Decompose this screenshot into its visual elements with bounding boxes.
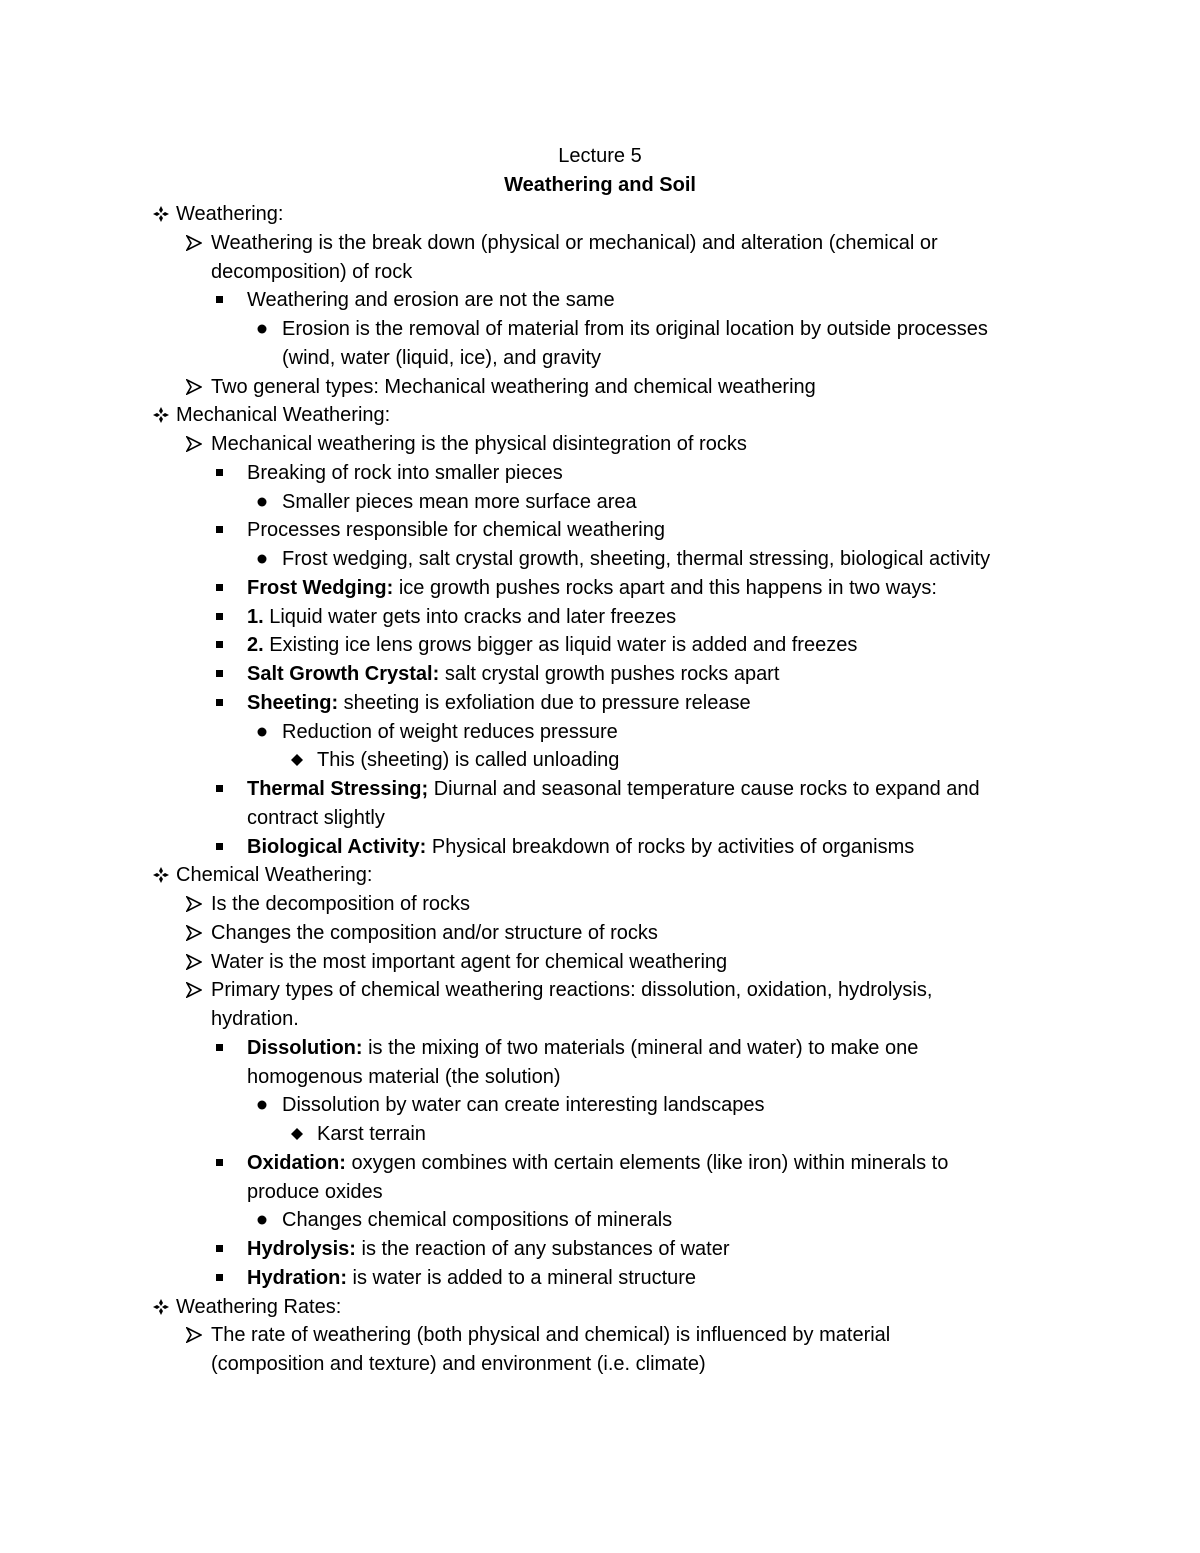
- square-bullet-icon: [216, 469, 224, 477]
- list-item: [247, 660, 779, 689]
- term-label: Frost Wedging:: [247, 576, 394, 599]
- list-item: [211, 1321, 890, 1350]
- list-item: [176, 401, 390, 430]
- square-bullet-icon: [216, 843, 224, 851]
- square-bullet-icon: [216, 1044, 224, 1052]
- list-item: [282, 545, 990, 574]
- term-label: Dissolution:: [247, 1036, 363, 1059]
- list-item: [247, 1235, 729, 1264]
- item-text: hydration.: [211, 1008, 299, 1030]
- round-bullet-icon: [257, 1215, 267, 1225]
- item-text: Diurnal and seasonal temperature cause rocks to expand and: [428, 778, 980, 800]
- diamond-bullet-icon: [291, 754, 303, 766]
- list-item: [247, 631, 857, 660]
- list-item: [211, 976, 932, 1005]
- term-label: 2.: [247, 634, 264, 657]
- list-item: [247, 1264, 696, 1293]
- four-diamond-bullet-icon: [152, 1298, 170, 1316]
- term-label: Salt Growth Crystal:: [247, 663, 440, 685]
- item-text: ice growth pushes rocks apart and this happens in two ways:: [393, 576, 937, 599]
- term-label: Hydrolysis:: [247, 1238, 356, 1260]
- lecture-number: Lecture 5: [558, 145, 642, 167]
- item-text: produce oxides: [247, 1180, 383, 1203]
- item-text: homogenous material (the solution): [247, 1065, 561, 1088]
- list-item: [282, 488, 637, 517]
- square-bullet-icon: [216, 1274, 224, 1282]
- item-text: Physical breakdown of rocks by activities of organisms: [426, 835, 915, 858]
- four-diamond-bullet-icon: [152, 406, 170, 424]
- list-item: [211, 229, 938, 258]
- list-item: [247, 516, 665, 545]
- term-label: Thermal Stressing;: [247, 778, 429, 800]
- diamond-bullet-icon: [291, 1128, 303, 1140]
- list-item: [247, 689, 751, 718]
- list-item: [247, 286, 615, 315]
- lecture-title: Weathering and Soil: [504, 174, 696, 196]
- item-text: Liquid water gets into cracks and later freezes: [263, 605, 677, 628]
- item-text: contract slightly: [247, 806, 385, 829]
- item-text: Existing ice lens grows bigger as liquid water is added and freezes: [263, 634, 858, 657]
- term-label: Hydration:: [247, 1266, 347, 1289]
- item-text: (wind, water (liquid, ice), and gravity: [282, 346, 602, 369]
- list-item: [211, 1350, 706, 1379]
- item-text: is the reaction of any substances of water: [355, 1238, 730, 1260]
- square-bullet-icon: [216, 699, 224, 707]
- item-text: Dissolution by water can create interesting landscapes: [282, 1094, 765, 1117]
- item-text: Karst terrain: [317, 1123, 426, 1145]
- list-item: [211, 1005, 299, 1034]
- item-text: is the mixing of two materials (mineral and water) to make one: [362, 1036, 919, 1059]
- arrowhead-bullet-icon: [186, 436, 202, 452]
- arrowhead-bullet-icon: [186, 954, 202, 970]
- item-text: Weathering:: [176, 203, 284, 225]
- item-text: decomposition) of rock: [211, 260, 413, 283]
- item-text: Breaking of rock into smaller pieces: [247, 461, 563, 484]
- list-item: [247, 1034, 918, 1063]
- list-item: [247, 459, 563, 488]
- round-bullet-icon: [257, 727, 267, 737]
- item-text: Is the decomposition of rocks: [211, 893, 471, 915]
- list-item: [211, 890, 470, 919]
- list-item: [247, 833, 914, 862]
- list-item: [282, 1091, 764, 1120]
- list-item: [247, 574, 937, 603]
- item-text: Weathering is the break down (physical or mechanical) and alteration (chemical or: [211, 231, 938, 254]
- item-text: The rate of weathering (both physical and chemical) is influenced by material: [211, 1324, 891, 1347]
- list-item: [247, 1178, 383, 1207]
- item-text: Two general types: Mechanical weathering and chemical weathering: [211, 375, 816, 398]
- arrowhead-bullet-icon: [186, 379, 202, 395]
- list-item: [211, 948, 727, 977]
- arrowhead-bullet-icon: [186, 235, 202, 251]
- item-text: Weathering and erosion are not the same: [247, 289, 615, 312]
- item-text: Smaller pieces mean more surface area: [282, 490, 637, 513]
- item-text: This (sheeting) is called unloading: [317, 749, 620, 772]
- round-bullet-icon: [257, 1100, 267, 1110]
- list-item: [247, 804, 385, 833]
- item-text: Frost wedging, salt crystal growth, sheeting, thermal stressing, biological activity: [282, 548, 991, 570]
- item-text: sheeting is exfoliation due to pressure release: [338, 691, 751, 714]
- list-item: [211, 373, 816, 402]
- square-bullet-icon: [216, 526, 224, 534]
- item-text: (composition and texture) and environment (i.e. climate): [211, 1353, 706, 1375]
- round-bullet-icon: [257, 497, 267, 507]
- item-text: Weathering Rates:: [176, 1295, 342, 1318]
- round-bullet-icon: [257, 324, 267, 334]
- list-item: [247, 603, 676, 632]
- arrowhead-bullet-icon: [186, 896, 202, 912]
- term-label: 1.: [247, 605, 264, 628]
- list-item: [176, 200, 283, 229]
- list-item: [247, 1063, 561, 1092]
- arrowhead-bullet-icon: [186, 925, 202, 941]
- list-item: [282, 718, 618, 747]
- item-text: Erosion is the removal of material from its original location by outside processes: [282, 318, 988, 340]
- square-bullet-icon: [216, 296, 224, 304]
- list-item: [282, 1206, 672, 1235]
- square-bullet-icon: [216, 613, 224, 621]
- item-text: oxygen combines with certain elements (like iron) within minerals to: [345, 1151, 949, 1174]
- four-diamond-bullet-icon: [152, 866, 170, 884]
- item-text: Primary types of chemical weathering reactions: dissolution, oxidation, hydrolysis,: [211, 979, 933, 1002]
- square-bullet-icon: [216, 1159, 224, 1167]
- term-label: Sheeting:: [247, 691, 339, 714]
- item-text: Mechanical Weathering:: [176, 404, 391, 427]
- square-bullet-icon: [216, 670, 224, 678]
- item-text: salt crystal growth pushes rocks apart: [439, 663, 780, 685]
- list-item: [211, 919, 658, 948]
- term-label: Oxidation:: [247, 1151, 346, 1174]
- item-text: Mechanical weathering is the physical disintegration of rocks: [211, 433, 747, 455]
- item-text: Water is the most important agent for chemical weathering: [211, 950, 728, 973]
- item-text: Changes chemical compositions of minerals: [282, 1209, 673, 1232]
- square-bullet-icon: [216, 641, 224, 649]
- item-text: Changes the composition and/or structure of rocks: [211, 921, 658, 944]
- square-bullet-icon: [216, 1245, 224, 1253]
- term-label: Biological Activity:: [247, 835, 427, 858]
- item-text: is water is added to a mineral structure: [347, 1266, 697, 1289]
- list-item: [211, 430, 747, 459]
- list-item: [247, 1149, 948, 1178]
- list-item: [211, 258, 412, 287]
- four-diamond-bullet-icon: [152, 205, 170, 223]
- list-item: [317, 746, 619, 775]
- list-item: [317, 1120, 426, 1149]
- square-bullet-icon: [216, 584, 224, 592]
- list-item: [282, 344, 601, 373]
- round-bullet-icon: [257, 554, 267, 564]
- arrowhead-bullet-icon: [186, 982, 202, 998]
- list-item: [282, 315, 988, 344]
- list-item: [247, 775, 980, 804]
- square-bullet-icon: [216, 785, 224, 793]
- item-text: Processes responsible for chemical weathering: [247, 519, 665, 542]
- arrowhead-bullet-icon: [186, 1327, 202, 1343]
- item-text: Chemical Weathering:: [176, 864, 373, 887]
- list-item: [176, 861, 372, 890]
- item-text: Reduction of weight reduces pressure: [282, 720, 618, 743]
- list-item: [176, 1293, 341, 1322]
